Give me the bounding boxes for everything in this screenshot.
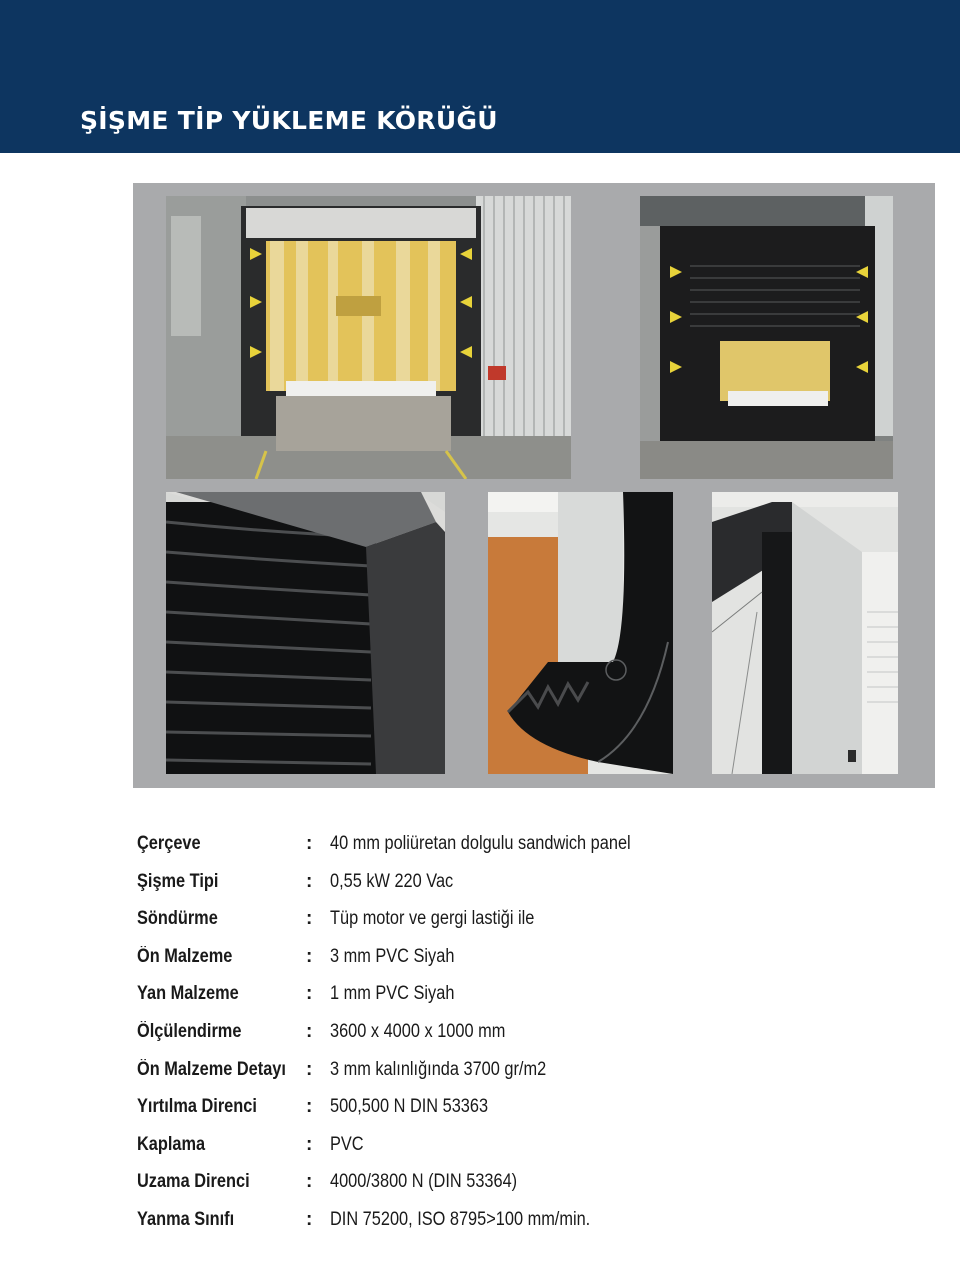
spec-label: Uzama Direnci [137,1171,250,1193]
spec-value: 3600 x 4000 x 1000 mm [330,1020,506,1042]
spec-value: 4000/3800 N (DIN 53364) [330,1171,518,1193]
spec-label: Çerçeve [137,833,201,854]
spec-colon: : [306,945,313,967]
spec-label: Ön Malzeme Detayı [137,1058,286,1080]
spec-row [137,1021,917,1059]
spec-row [137,1209,917,1247]
spec-row [137,833,917,871]
spec-colon: : [306,1133,313,1155]
spec-label: Yanma Sınıfı [137,1208,235,1230]
spec-value: 3 mm kalınlığında 3700 gr/m2 [330,1058,547,1080]
spec-row [137,1171,917,1209]
spec-row [137,1134,917,1172]
spec-colon: : [306,1096,313,1118]
spec-row [137,1059,917,1097]
spec-label: Kaplama [137,1133,206,1155]
spec-colon: : [306,1020,313,1042]
photo-corner-detail [488,492,673,774]
photo-gallery [133,183,935,788]
spec-value: 0,55 kW 220 Vac [330,870,454,892]
spec-colon: : [306,1058,313,1080]
spec-row [137,946,917,984]
page-title: ŞİŞME TİP YÜKLEME KÖRÜĞÜ [80,106,498,135]
spec-colon: : [306,983,313,1005]
spec-row [137,983,917,1021]
spec-label: Ölçülendirme [137,1020,242,1042]
spec-colon: : [306,908,313,930]
spec-value: 500,500 N DIN 53363 [330,1096,489,1118]
photo-dock-seal-full-view [166,196,571,479]
spec-label: Şişme Tipi [137,870,219,892]
photo-side-frame-detail [712,492,898,774]
spec-label: Yan Malzeme [137,983,239,1005]
spec-colon: : [306,1171,313,1193]
spec-value: 40 mm poliüretan dolgulu sandwich panel [330,833,631,854]
spec-label: Ön Malzeme [137,945,233,967]
spec-row [137,871,917,909]
spec-label: Söndürme [137,908,218,930]
spec-value: DIN 75200, ISO 8795>100 mm/min. [330,1208,591,1230]
spec-value: 3 mm PVC Siyah [330,945,455,967]
spec-value: Tüp motor ve gergi lastiği ile [330,908,535,930]
spec-row [137,1096,917,1134]
spec-value: 1 mm PVC Siyah [330,983,455,1005]
spec-colon: : [306,833,313,854]
photo-closeup-pvc-pleats [166,492,445,774]
spec-colon: : [306,870,313,892]
spec-colon: : [306,1208,313,1230]
spec-value: PVC [330,1133,364,1155]
spec-row [137,908,917,946]
specification-table [137,833,917,1247]
photo-dock-seal-inflated [640,196,893,479]
spec-label: Yırtılma Direnci [137,1096,257,1118]
